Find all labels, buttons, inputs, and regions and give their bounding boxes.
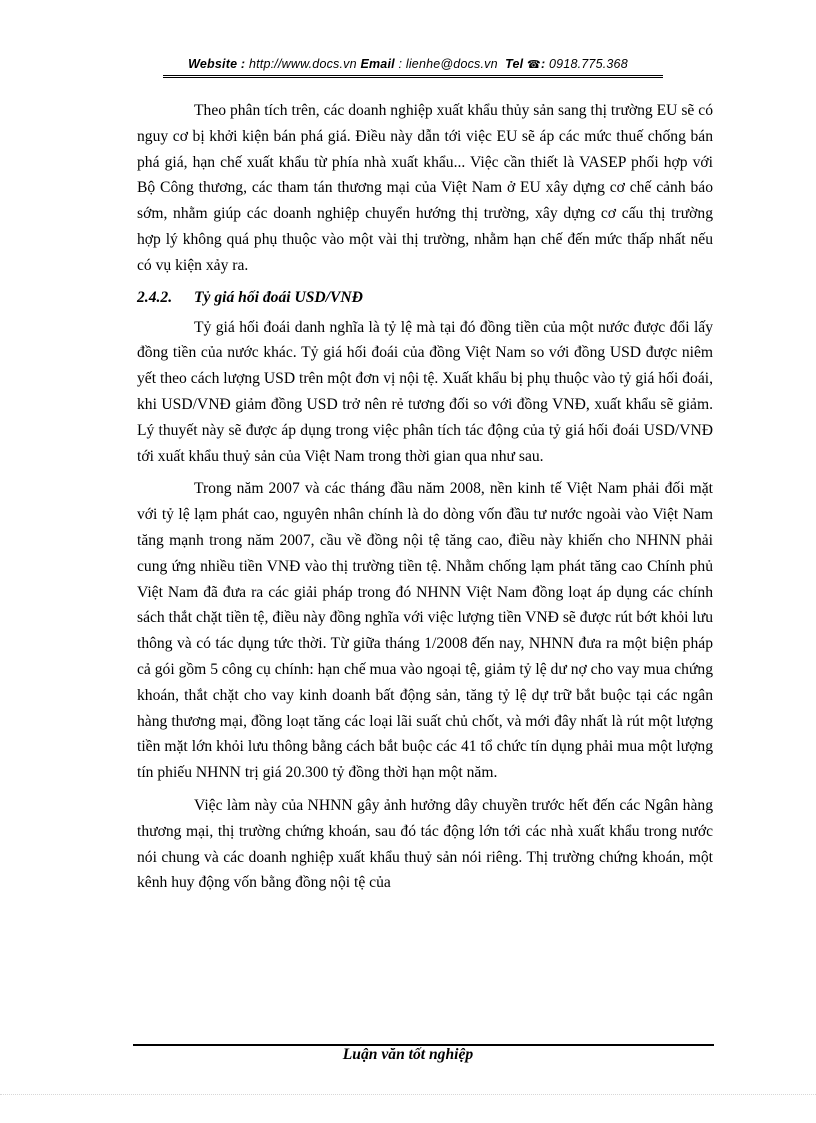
header-rule-bottom (163, 77, 663, 78)
paragraph-sbv-impact: Việc làm này của NHNN gây ảnh hưởng dây chuyền trước hết đến các Ngân hàng thương mại, thị trường chứng khoán, sau đó tác động lớn tới các nhà xuất khẩu trong nước nói chung và các doanh nghiệp xuất khẩu thuỷ sản nói riêng. Thị trường chứng khoán, một kênh huy động vốn bằng đồng nội tệ của (137, 796, 713, 892)
paragraph-inflation: Trong năm 2007 và các tháng đầu năm 2008, nền kinh tế Việt Nam phải đối mặt với tỷ lệ lạm phát cao, nguyên nhân chính là do dòng vốn đầu tư nước ngoài vào Việt Nam tăng mạnh trong năm 2007, cầu về đồng nội tệ tăng cao, điều này khiến cho NHNN phải cung ứng nhiều tiền VNĐ vào thị trường tiền tệ. Nhằm chống lạm phát tăng cao Chính phủ Việt Nam đã đưa ra các giải pháp trong đó NHNN Việt Nam đồng loạt áp dụng các chính sách thắt chặt tiền tệ, điều này đồng nghĩa với việc lượng tiền VNĐ sẽ được rút bớt khỏi lưu thông và có tác dụng tức thời. Từ giữa tháng 1/2008 đến nay, NHNN đưa ra một biện pháp cả gói gồm 5 công cụ chính: hạn chế mua vào ngoại tệ, giảm tỷ lệ dư nợ cho vay mua chứng khoán, thắt chặt cho vay kinh doanh bất động sản, tăng tỷ lệ dự trữ bắt buộc tại các ngân hàng thương mại, đồng loạt tăng các loại lãi suất chủ chốt, và mới đây nhất là rút một lượng tiền mặt lớn khỏi lưu thông bằng cách bắt buộc các 41 tổ chức tín dụng phải mua một lượng tín phiếu NHNN trị giá 20.300 tỷ đồng thời hạn một năm. (137, 480, 713, 782)
tel-number: 0918.775.368 (549, 57, 628, 71)
email-address[interactable]: lienhe@docs.vn (405, 57, 498, 71)
section-heading (137, 285, 713, 311)
document-body (137, 98, 713, 896)
email-label: Email (360, 57, 395, 71)
tel-label: Tel (505, 57, 524, 71)
paragraph-exchange-rate: Tỷ giá hối đoái danh nghĩa là tỷ lệ mà tại đó đồng tiền của một nước được đổi lấy đồng tiền của nước khác. Tỷ giá hối đoái của đồng Việt Nam so với đồng USD được niêm yết theo cách lượng USD trên một đơn vị nội tệ. Xuất khẩu bị phụ thuộc vào tỷ giá hối đoái, khi USD/VNĐ giảm đồng USD trở nên rẻ tương đối so với đồng VNĐ, xuất khẩu sẽ giảm. Lý thuyết này sẽ được áp dụng trong việc phân tích tác động của tỷ giá hối đoái USD/VNĐ tới xuất khẩu thuỷ sản của Việt Nam trong thời gian qua như sau. (137, 318, 713, 465)
paragraph-eu-risk: Theo phân tích trên, các doanh nghiệp xuất khẩu thủy sản sang thị trường EU sẽ có nguy cơ bị khởi kiện bán phá giá. Điều này dẫn tới việc EU sẽ áp các mức thuế chống bán phá giá, hạn chế xuất khẩu từ phía nhà xuất khẩu... Việc cần thiết là VASEP phối hợp với Bộ Công thương, các tham tán thương mại của Việt Nam ở EU xây dựng cơ chế cảnh báo sớm, nhằm giúp các doanh nghiệp chuyển hướng thị trường, xây dựng cơ cấu thị trường hợp lý không quá phụ thuộc vào một vài thị trường, nhằm hạn chế đến mức thấp nhất nếu có vụ kiện xảy ra. (137, 102, 713, 274)
section-title: Tỷ giá hối đoái USD/VNĐ (194, 288, 363, 306)
phone-icon: ☎ (527, 59, 541, 71)
website-label: Website (188, 57, 238, 71)
page-edge-divider (0, 1094, 816, 1095)
page-footer: Luận văn tốt nghiệp (342, 1046, 474, 1063)
section-number: 2.4.2. (137, 288, 173, 306)
header-rule-top (163, 75, 663, 76)
website-url[interactable]: http://www.docs.vn (248, 57, 357, 71)
page-header: Website : http://www.docs.vn Email : lienhe@docs.vn Tel ☎: 0918.775.368 (188, 57, 628, 71)
